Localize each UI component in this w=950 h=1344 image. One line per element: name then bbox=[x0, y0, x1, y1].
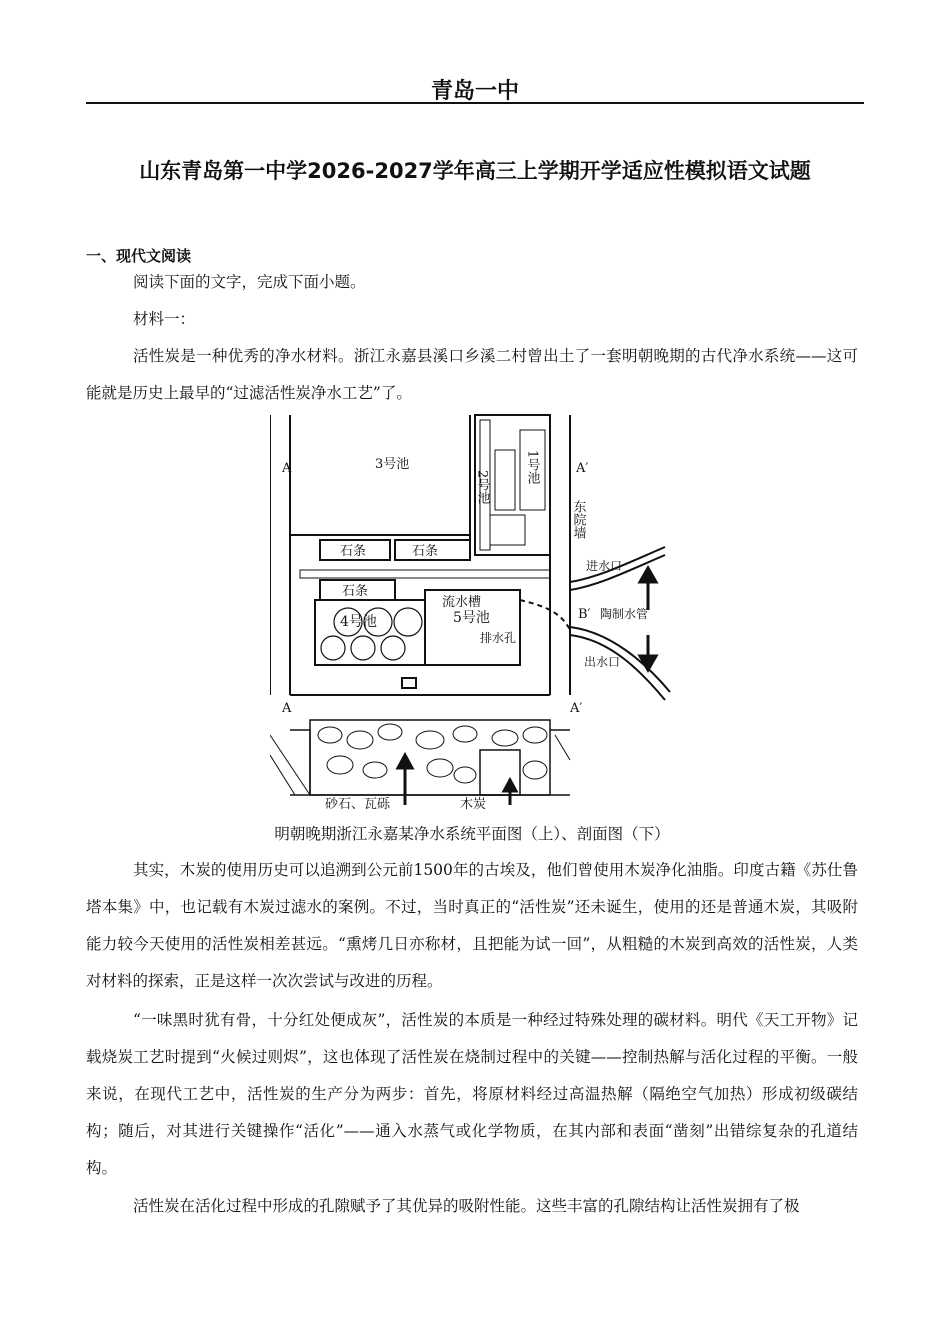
water-purification-figure bbox=[270, 410, 680, 818]
label-a-prime-plan: A′ bbox=[576, 461, 589, 476]
label-gravel: 砂石、瓦砾 bbox=[325, 797, 391, 812]
label-pool-3: 3号池 bbox=[375, 457, 410, 472]
label-a-prime-section: A′ bbox=[570, 701, 583, 716]
label-pool-1: 1号池 bbox=[524, 450, 540, 485]
exam-title: 山东青岛第一中学2026-2027学年高三上学期开学适应性模拟语文试题 bbox=[139, 159, 811, 183]
section-heading: 一、现代文阅读 bbox=[86, 247, 192, 265]
label-a-plan: A bbox=[282, 461, 292, 476]
label-a-section: A bbox=[282, 701, 292, 716]
paragraph-1: 活性炭是一种优秀的净水材料。浙江永嘉县溪口乡溪二村曾出土了一套明朝晚期的古代净水系统——这可能就是历史上最早的“过滤活性炭净水工艺”了。 bbox=[86, 347, 858, 402]
label-pool-5: 5号池 bbox=[453, 610, 490, 626]
label-stone-2: 石条 bbox=[412, 544, 439, 559]
label-charcoal: 木炭 bbox=[460, 797, 487, 812]
label-drain: 排水孔 bbox=[480, 631, 517, 645]
label-channel: 流水槽 bbox=[442, 595, 482, 610]
paragraph-2: 其实，木炭的使用历史可以追溯到公元前1500年的古埃及，他们曾使用木炭净化油脂。印度古籍《苏仕鲁塔本集》中，也记载有木炭过滤水的案例。不过，当时真正的“活性炭”还未诞生，使用的还是普通木炭，其吸附能力较今天使用的活性炭相差甚远。“熏烤几日亦称材，且把能为试一回”，从粗糙的木炭到高效的活性炭，人类对材料的探索，正是这样一次次尝试与改进的历程。 bbox=[86, 861, 858, 990]
label-east-wall: 东院墙 bbox=[570, 500, 586, 539]
school-header: 青岛一中 bbox=[430, 79, 519, 104]
paragraph-3: “一味黑时犹有骨，十分红处便成灰”，活性炭的本质是一种经过特殊处理的碳材料。明代《天工开物》记载烧炭工艺时提到“火候过则烬”，这也体现了活性炭在烧制过程中的关键——控制热解与活化过程的平衡。一般来说，在现代工艺中，活性炭的生产分为两步：首先，将原材料经过高温热解（隔绝空气加热）形成初级碳结构；随后，对其进行关键操作“活化”——通入水蒸气或化学物质，在其内部和表面“凿刻”出错综复杂的孔道结构。 bbox=[86, 1011, 858, 1177]
instruction-text: 阅读下面的文字，完成下面小题。 bbox=[133, 273, 366, 291]
label-pool-2: 2号池 bbox=[474, 470, 490, 505]
label-inlet: 进水口 bbox=[586, 559, 623, 573]
material-label: 材料一： bbox=[133, 310, 196, 328]
label-stone-3: 石条 bbox=[342, 584, 369, 599]
label-outlet: 出水口 bbox=[584, 655, 621, 669]
label-b-prime: B′ bbox=[578, 607, 591, 622]
paragraph-4: 活性炭在活化过程中形成的孔隙赋予了其优异的吸附性能。这些丰富的孔隙结构让活性炭拥有了极 bbox=[133, 1197, 800, 1215]
header-rule bbox=[86, 102, 864, 104]
figure-caption: 明朝晚期浙江永嘉某净水系统平面图（上）、剖面图（下） bbox=[274, 825, 670, 843]
label-stone-1: 石条 bbox=[340, 544, 367, 559]
label-pipe: 陶制水管 bbox=[600, 607, 649, 621]
label-pool-4: 4号池 bbox=[340, 614, 377, 630]
